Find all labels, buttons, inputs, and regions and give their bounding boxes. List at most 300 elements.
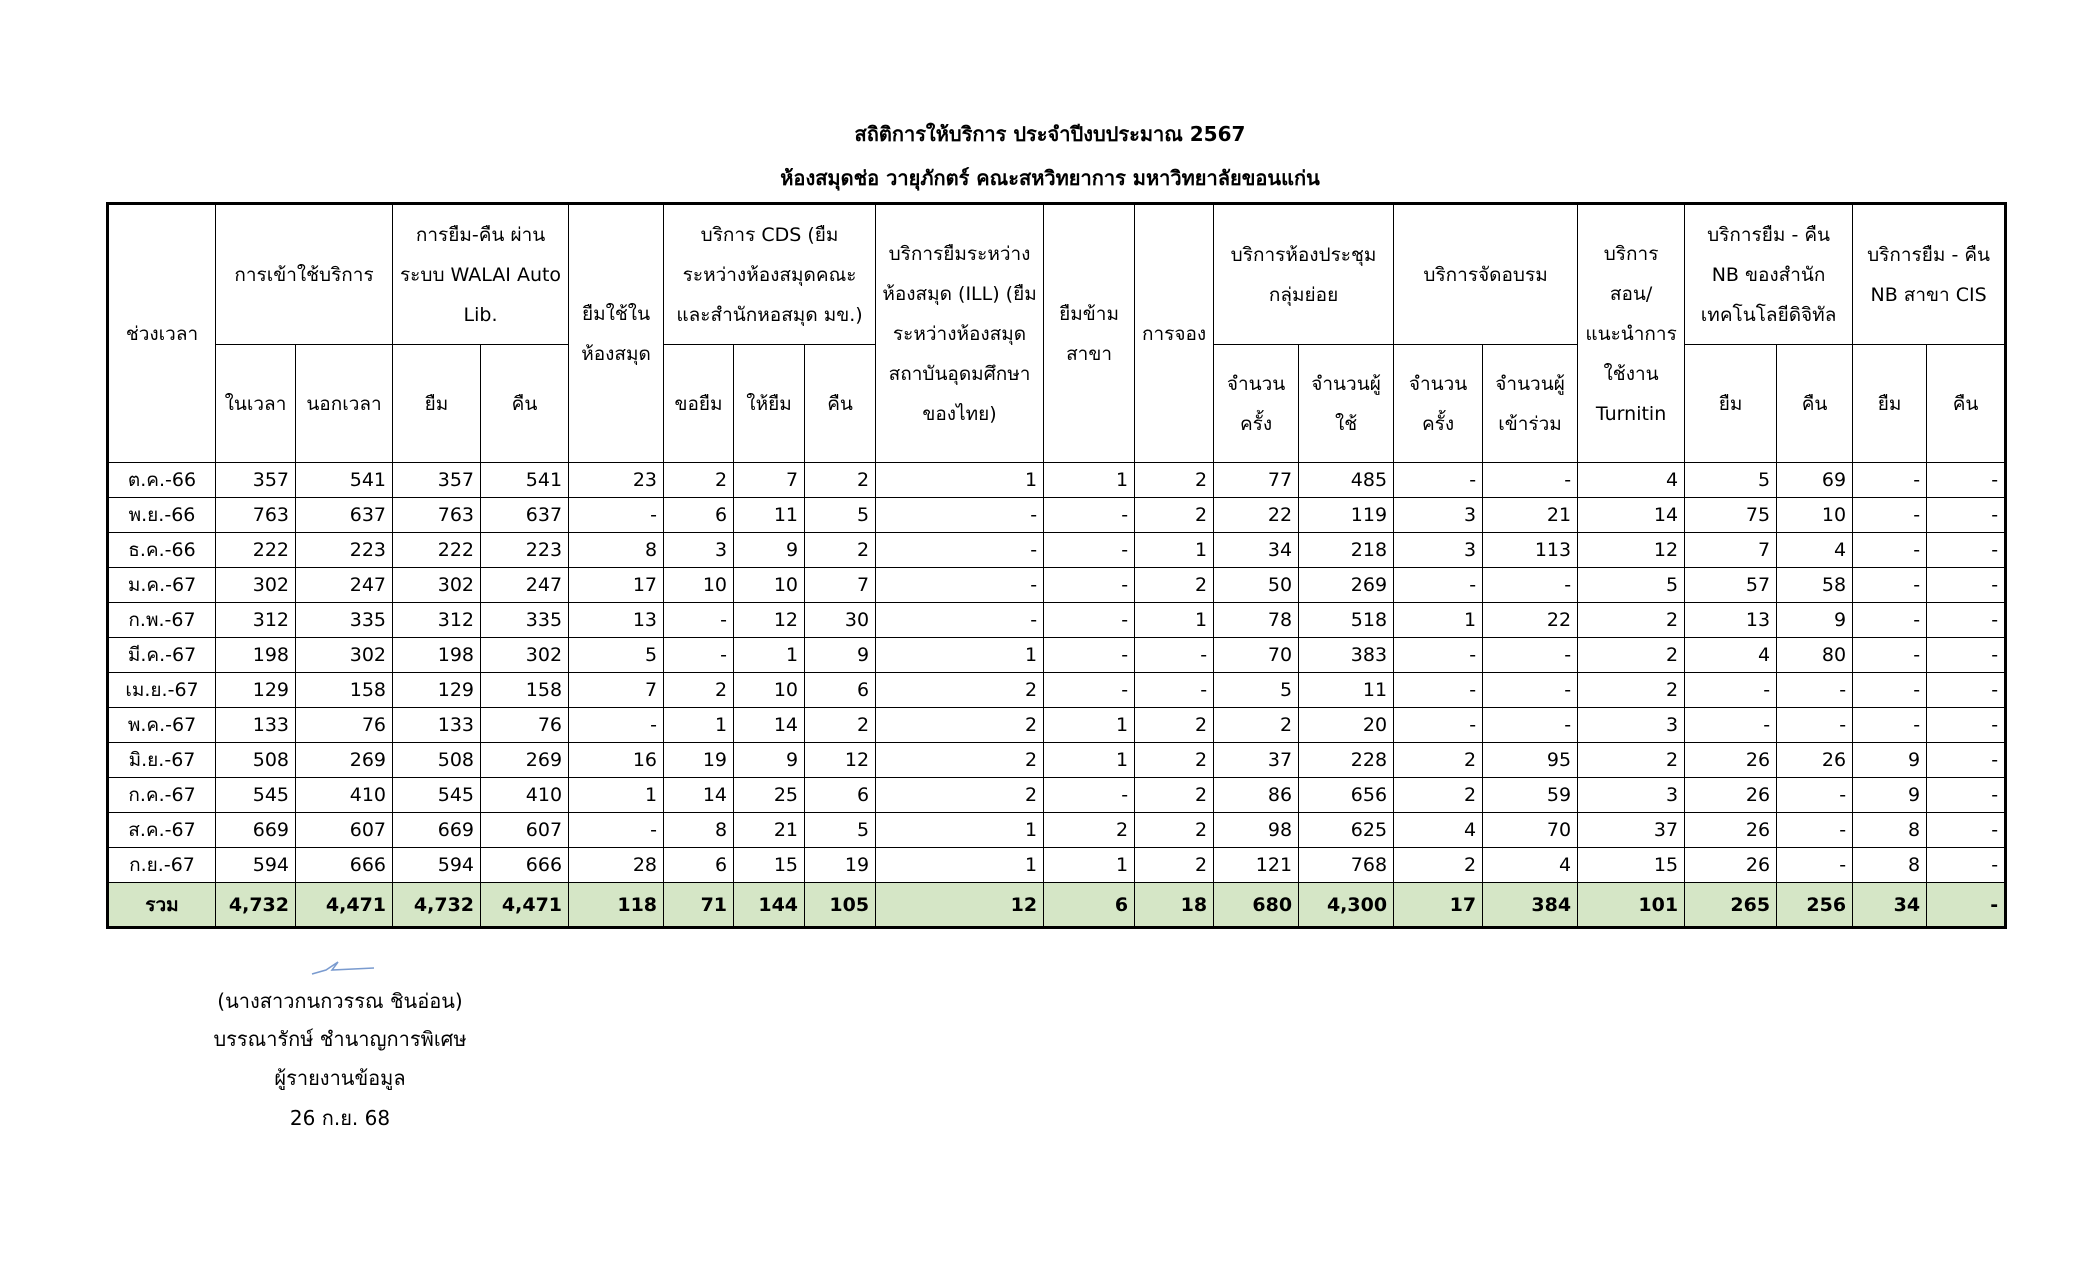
header-nb-cis: บริการยืม - คืน NB สาขา CIS: [1853, 204, 2006, 345]
data-cell: 5: [1578, 568, 1685, 603]
data-cell: 485: [1299, 463, 1394, 498]
data-cell: -: [1853, 673, 1927, 708]
data-cell: -: [1853, 603, 1927, 638]
row-period-cell: ส.ค.-67: [108, 813, 216, 848]
data-cell: 14: [734, 708, 805, 743]
data-cell: -: [1483, 638, 1578, 673]
data-cell: 34: [1214, 533, 1299, 568]
data-cell: 12: [1578, 533, 1685, 568]
data-cell: 5: [1685, 463, 1777, 498]
header-nb-cis-borrow: ยืม: [1853, 345, 1927, 463]
row-period-cell: มี.ค.-67: [108, 638, 216, 673]
data-cell: 656: [1299, 778, 1394, 813]
header-cds-return: คืน: [805, 345, 876, 463]
data-cell: -: [1927, 848, 2006, 883]
data-cell: 113: [1483, 533, 1578, 568]
data-cell: 625: [1299, 813, 1394, 848]
data-cell: 3: [664, 533, 734, 568]
data-cell: -: [1135, 638, 1214, 673]
data-cell: 1: [734, 638, 805, 673]
data-cell: 518: [1299, 603, 1394, 638]
data-cell: 2: [1135, 498, 1214, 533]
data-cell: 8: [1853, 848, 1927, 883]
data-cell: 20: [1299, 708, 1394, 743]
data-cell: 763: [393, 498, 481, 533]
data-cell: 594: [393, 848, 481, 883]
data-cell: -: [1685, 708, 1777, 743]
data-cell: 22: [1483, 603, 1578, 638]
data-cell: -: [1927, 708, 2006, 743]
data-cell: 302: [481, 638, 569, 673]
data-cell: 77: [1214, 463, 1299, 498]
data-cell: 223: [481, 533, 569, 568]
total-cell: 101: [1578, 883, 1685, 928]
total-cell: 118: [569, 883, 664, 928]
data-cell: -: [1927, 603, 2006, 638]
data-cell: 10: [1777, 498, 1853, 533]
data-cell: 8: [569, 533, 664, 568]
row-period-cell: ม.ค.-67: [108, 568, 216, 603]
data-cell: 9: [734, 743, 805, 778]
total-cell: 265: [1685, 883, 1777, 928]
header-turnitin: บริการสอน/แนะนำการใช้งาน Turnitin: [1578, 204, 1685, 463]
data-cell: -: [1927, 533, 2006, 568]
data-cell: 6: [664, 848, 734, 883]
data-cell: -: [569, 708, 664, 743]
total-cell: 71: [664, 883, 734, 928]
data-cell: -: [1685, 673, 1777, 708]
data-cell: 158: [481, 673, 569, 708]
data-cell: 223: [296, 533, 393, 568]
data-cell: 14: [664, 778, 734, 813]
data-cell: 19: [664, 743, 734, 778]
data-cell: -: [1777, 848, 1853, 883]
header-nb-digital-return: คืน: [1777, 345, 1853, 463]
data-cell: 26: [1685, 848, 1777, 883]
data-cell: 3: [1394, 498, 1483, 533]
data-cell: 13: [1685, 603, 1777, 638]
data-cell: 75: [1685, 498, 1777, 533]
data-cell: 545: [393, 778, 481, 813]
data-cell: 2: [876, 743, 1044, 778]
data-cell: 1: [1135, 533, 1214, 568]
data-cell: 768: [1299, 848, 1394, 883]
data-cell: -: [664, 638, 734, 673]
header-nb-digital-borrow: ยืม: [1685, 345, 1777, 463]
signature-position: บรรณารักษ์ ชำนาญการพิเศษ: [213, 1027, 467, 1051]
data-cell: 133: [393, 708, 481, 743]
data-cell: 198: [393, 638, 481, 673]
data-cell: 58: [1777, 568, 1853, 603]
data-cell: 6: [805, 778, 876, 813]
table-row: [108, 638, 2006, 673]
table-row: [108, 778, 2006, 813]
data-cell: 335: [296, 603, 393, 638]
data-cell: 410: [296, 778, 393, 813]
data-cell: 50: [1214, 568, 1299, 603]
data-cell: 4: [1578, 463, 1685, 498]
data-cell: -: [876, 568, 1044, 603]
data-cell: 637: [481, 498, 569, 533]
data-cell: 2: [1044, 813, 1135, 848]
data-cell: 607: [296, 813, 393, 848]
data-cell: 5: [569, 638, 664, 673]
data-cell: 357: [216, 463, 296, 498]
table-row: [108, 463, 2006, 498]
data-cell: 269: [481, 743, 569, 778]
total-cell: 12: [876, 883, 1044, 928]
data-cell: -: [1483, 708, 1578, 743]
data-cell: -: [876, 533, 1044, 568]
data-cell: 2: [1135, 778, 1214, 813]
data-cell: 11: [1299, 673, 1394, 708]
table-row: [108, 533, 2006, 568]
data-cell: 335: [481, 603, 569, 638]
data-cell: 7: [1685, 533, 1777, 568]
header-ill: บริการยืมระหว่างห้องสมุด (ILL) (ยืมระหว่างห้องสมุดสถาบันอุดมศึกษาของไทย): [876, 204, 1044, 463]
data-cell: 2: [1578, 638, 1685, 673]
total-cell: 4,471: [481, 883, 569, 928]
data-cell: 4: [1394, 813, 1483, 848]
data-cell: 6: [664, 498, 734, 533]
data-cell: 3: [1578, 778, 1685, 813]
data-cell: 7: [569, 673, 664, 708]
data-cell: 269: [296, 743, 393, 778]
data-cell: -: [1394, 568, 1483, 603]
data-cell: 78: [1214, 603, 1299, 638]
data-cell: 545: [216, 778, 296, 813]
data-cell: 4: [1483, 848, 1578, 883]
data-cell: -: [1394, 708, 1483, 743]
data-cell: 1: [876, 463, 1044, 498]
row-period-cell: ก.ย.-67: [108, 848, 216, 883]
data-cell: 3: [1394, 533, 1483, 568]
data-cell: -: [1044, 533, 1135, 568]
data-cell: -: [1853, 498, 1927, 533]
data-cell: 541: [296, 463, 393, 498]
data-cell: -: [1853, 568, 1927, 603]
data-cell: 2: [1135, 743, 1214, 778]
data-cell: 637: [296, 498, 393, 533]
data-cell: 5: [805, 813, 876, 848]
data-cell: 1: [1135, 603, 1214, 638]
data-cell: -: [1483, 673, 1578, 708]
data-cell: -: [1853, 533, 1927, 568]
data-cell: 28: [569, 848, 664, 883]
data-cell: 129: [216, 673, 296, 708]
data-cell: 312: [216, 603, 296, 638]
table-row: [108, 848, 2006, 883]
data-cell: 15: [1578, 848, 1685, 883]
data-cell: 541: [481, 463, 569, 498]
header-walai-return: คืน: [481, 345, 569, 463]
data-cell: -: [1044, 603, 1135, 638]
data-cell: 95: [1483, 743, 1578, 778]
data-cell: 302: [393, 568, 481, 603]
header-in-library: ยืมใช้ในห้องสมุด: [569, 204, 664, 463]
data-cell: 2: [876, 708, 1044, 743]
data-cell: -: [1394, 463, 1483, 498]
total-label: รวม: [108, 883, 216, 928]
data-cell: 7: [805, 568, 876, 603]
header-cds: บริการ CDS (ยืมระหว่างห้องสมุดคณะ และสำนักหอสมุด มข.): [664, 204, 876, 345]
data-cell: 222: [393, 533, 481, 568]
data-cell: 1: [876, 848, 1044, 883]
total-row: [108, 883, 2006, 928]
data-cell: 312: [393, 603, 481, 638]
data-cell: 37: [1214, 743, 1299, 778]
data-cell: 2: [664, 673, 734, 708]
total-cell: 256: [1777, 883, 1853, 928]
data-cell: 4: [1685, 638, 1777, 673]
data-cell: 26: [1685, 778, 1777, 813]
header-training: บริการจัดอบรม: [1394, 204, 1578, 345]
data-cell: 69: [1777, 463, 1853, 498]
data-cell: -: [1927, 743, 2006, 778]
data-cell: 1: [1044, 848, 1135, 883]
data-cell: 1: [1044, 743, 1135, 778]
header-period: ช่วงเวลา: [108, 204, 216, 463]
data-cell: 1: [876, 813, 1044, 848]
data-cell: 30: [805, 603, 876, 638]
data-cell: -: [1927, 638, 2006, 673]
data-cell: 9: [1777, 603, 1853, 638]
data-cell: 2: [805, 708, 876, 743]
data-cell: -: [1394, 673, 1483, 708]
data-cell: 57: [1685, 568, 1777, 603]
statistics-table: [106, 202, 2007, 929]
header-cds-request: ขอยืม: [664, 345, 734, 463]
table-row: [108, 743, 2006, 778]
data-cell: 4: [1777, 533, 1853, 568]
data-cell: 2: [664, 463, 734, 498]
data-cell: 25: [734, 778, 805, 813]
data-cell: 410: [481, 778, 569, 813]
data-cell: -: [1044, 638, 1135, 673]
data-cell: -: [1927, 498, 2006, 533]
page-subtitle: ห้องสมุดช่อ วายุภักตร์ คณะสหวิทยาการ มหาวิทยาลัยขอนแก่น: [780, 166, 1320, 190]
data-cell: 76: [296, 708, 393, 743]
header-training-times: จำนวนครั้ง: [1394, 345, 1483, 463]
data-cell: -: [569, 813, 664, 848]
data-cell: 26: [1777, 743, 1853, 778]
row-period-cell: ก.ค.-67: [108, 778, 216, 813]
data-cell: -: [1044, 778, 1135, 813]
header-training-participants: จำนวนผู้เข้าร่วม: [1483, 345, 1578, 463]
signature-mark: [308, 952, 378, 980]
data-cell: 119: [1299, 498, 1394, 533]
data-cell: -: [1044, 498, 1135, 533]
data-cell: 9: [1853, 743, 1927, 778]
data-cell: -: [1927, 813, 2006, 848]
data-cell: 17: [569, 568, 664, 603]
data-cell: 9: [805, 638, 876, 673]
header-cds-lend: ให้ยืม: [734, 345, 805, 463]
data-cell: 3: [1578, 708, 1685, 743]
data-cell: -: [1927, 568, 2006, 603]
data-cell: 1: [664, 708, 734, 743]
table-row: [108, 813, 2006, 848]
row-period-cell: เม.ย.-67: [108, 673, 216, 708]
data-cell: 2: [1214, 708, 1299, 743]
data-cell: 15: [734, 848, 805, 883]
data-cell: 129: [393, 673, 481, 708]
data-cell: 26: [1685, 743, 1777, 778]
data-cell: 86: [1214, 778, 1299, 813]
data-cell: 21: [1483, 498, 1578, 533]
data-cell: -: [1044, 568, 1135, 603]
data-cell: 10: [734, 673, 805, 708]
signature-name: (นางสาวกนกวรรณ ชินอ่อน): [217, 989, 463, 1013]
data-cell: 2: [1135, 813, 1214, 848]
data-cell: -: [1777, 673, 1853, 708]
data-cell: -: [569, 498, 664, 533]
table-row: [108, 568, 2006, 603]
table-row: [108, 498, 2006, 533]
table-body: [108, 463, 2006, 928]
total-cell: 4,732: [393, 883, 481, 928]
data-cell: 14: [1578, 498, 1685, 533]
data-cell: 2: [1394, 743, 1483, 778]
header-nb-cis-return: คืน: [1927, 345, 2006, 463]
data-cell: 228: [1299, 743, 1394, 778]
data-cell: 302: [216, 568, 296, 603]
data-cell: 11: [734, 498, 805, 533]
data-cell: 383: [1299, 638, 1394, 673]
data-cell: 1: [1044, 708, 1135, 743]
data-cell: 1: [1044, 463, 1135, 498]
data-cell: 1: [876, 638, 1044, 673]
data-cell: 133: [216, 708, 296, 743]
data-cell: 70: [1483, 813, 1578, 848]
header-reserve: การจอง: [1135, 204, 1214, 463]
data-cell: 247: [296, 568, 393, 603]
data-cell: 13: [569, 603, 664, 638]
data-cell: 594: [216, 848, 296, 883]
header-nb-digital: บริการยืม - คืน NB ของสำนักเทคโนโลยีดิจิทัล: [1685, 204, 1853, 345]
data-cell: 26: [1685, 813, 1777, 848]
data-cell: 5: [805, 498, 876, 533]
data-cell: -: [1853, 463, 1927, 498]
data-cell: -: [1853, 638, 1927, 673]
data-cell: 9: [734, 533, 805, 568]
data-cell: 76: [481, 708, 569, 743]
data-cell: 247: [481, 568, 569, 603]
data-cell: 357: [393, 463, 481, 498]
header-cross-branch: ยืมข้ามสาขา: [1044, 204, 1135, 463]
data-cell: 10: [664, 568, 734, 603]
data-cell: 508: [216, 743, 296, 778]
total-cell: 105: [805, 883, 876, 928]
data-cell: -: [1483, 568, 1578, 603]
data-cell: -: [1135, 673, 1214, 708]
data-cell: -: [1853, 708, 1927, 743]
total-cell: 4,300: [1299, 883, 1394, 928]
header-meeting-users: จำนวนผู้ใช้: [1299, 345, 1394, 463]
data-cell: 222: [216, 533, 296, 568]
data-cell: 19: [805, 848, 876, 883]
data-cell: -: [1927, 778, 2006, 813]
data-cell: 666: [481, 848, 569, 883]
data-cell: -: [1927, 463, 2006, 498]
row-period-cell: มิ.ย.-67: [108, 743, 216, 778]
data-cell: 269: [1299, 568, 1394, 603]
total-cell: 18: [1135, 883, 1214, 928]
total-cell: 17: [1394, 883, 1483, 928]
total-cell: 144: [734, 883, 805, 928]
data-cell: 10: [734, 568, 805, 603]
total-cell: -: [1927, 883, 2006, 928]
page-title: สถิติการให้บริการ ประจำปีงบประมาณ 2567: [854, 122, 1246, 146]
header-walai-borrow: ยืม: [393, 345, 481, 463]
data-cell: 2: [805, 463, 876, 498]
data-cell: -: [876, 603, 1044, 638]
data-cell: -: [1394, 638, 1483, 673]
data-cell: 12: [805, 743, 876, 778]
data-cell: 121: [1214, 848, 1299, 883]
row-period-cell: ธ.ค.-66: [108, 533, 216, 568]
data-cell: 669: [216, 813, 296, 848]
data-cell: 59: [1483, 778, 1578, 813]
data-cell: 37: [1578, 813, 1685, 848]
total-cell: 6: [1044, 883, 1135, 928]
data-cell: 198: [216, 638, 296, 673]
table-row: [108, 673, 2006, 708]
data-cell: 16: [569, 743, 664, 778]
data-cell: 8: [664, 813, 734, 848]
signature-date: 26 ก.ย. 68: [289, 1106, 391, 1130]
data-cell: -: [876, 498, 1044, 533]
data-cell: 508: [393, 743, 481, 778]
data-cell: 6: [805, 673, 876, 708]
data-cell: 302: [296, 638, 393, 673]
header-meeting: บริการห้องประชุมกลุ่มย่อย: [1214, 204, 1394, 345]
data-cell: 80: [1777, 638, 1853, 673]
data-cell: -: [1483, 463, 1578, 498]
data-cell: 23: [569, 463, 664, 498]
data-cell: 2: [1135, 463, 1214, 498]
data-cell: 2: [1135, 848, 1214, 883]
total-cell: 4,732: [216, 883, 296, 928]
data-cell: -: [664, 603, 734, 638]
data-cell: 2: [1578, 603, 1685, 638]
data-cell: 2: [1578, 743, 1685, 778]
header-meeting-times: จำนวนครั้ง: [1214, 345, 1299, 463]
header-access-out: นอกเวลา: [296, 345, 393, 463]
data-cell: 669: [393, 813, 481, 848]
data-cell: 98: [1214, 813, 1299, 848]
data-cell: -: [1777, 813, 1853, 848]
header-walai: การยืม-คืน ผ่านระบบ WALAI Auto Lib.: [393, 204, 569, 345]
data-cell: 2: [1135, 568, 1214, 603]
data-cell: -: [1777, 778, 1853, 813]
total-cell: 384: [1483, 883, 1578, 928]
data-cell: 7: [734, 463, 805, 498]
total-cell: 4,471: [296, 883, 393, 928]
data-cell: 1: [569, 778, 664, 813]
data-cell: 21: [734, 813, 805, 848]
data-cell: 158: [296, 673, 393, 708]
data-cell: 218: [1299, 533, 1394, 568]
total-cell: 680: [1214, 883, 1299, 928]
row-period-cell: พ.ค.-67: [108, 708, 216, 743]
data-cell: 2: [876, 778, 1044, 813]
data-cell: -: [1777, 708, 1853, 743]
total-cell: 34: [1853, 883, 1927, 928]
row-period-cell: พ.ย.-66: [108, 498, 216, 533]
data-cell: -: [1927, 673, 2006, 708]
data-cell: 22: [1214, 498, 1299, 533]
